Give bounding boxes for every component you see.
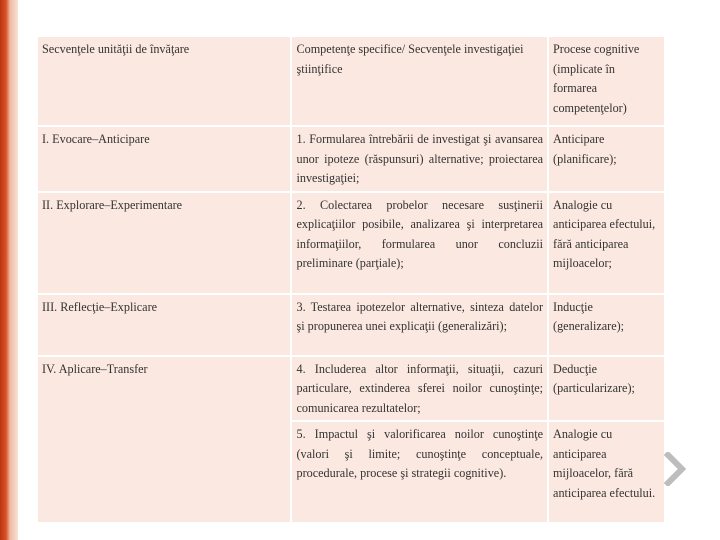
activity-cell: 4. Includerea altor informaţii, situaţii, cazuri particulare, extinderea sferei noilor cunoştinţe; comunicarea rezultatelor; <box>292 357 547 421</box>
stage-cell: III. Reflecţie–Explicare <box>38 295 290 355</box>
stage-cell: II. Explorare–Experimentare <box>38 193 290 293</box>
decorative-side-band <box>0 0 18 540</box>
header-cell-competences: Competenţe specifice/ Secvenţele investigaţiei ştiinţifice <box>292 37 547 125</box>
learning-sequence-table-container <box>36 35 666 524</box>
header-cell-stages: Secvenţele unităţii de învăţare <box>38 37 290 125</box>
process-cell: Anticipare (planificare); <box>549 127 664 191</box>
process-cell: Deducţie (particularizare); <box>549 357 664 421</box>
process-cell: Inducţie (generalizare); <box>549 295 664 355</box>
stage-cell: I. Evocare–Anticipare <box>38 127 290 191</box>
table-header-row <box>38 37 664 125</box>
activity-cell: 5. Impactul şi valorificarea noilor cunoştinţe (valori şi limite; cunoştinţe conceptuale, procedurale, procese şi strategii cognitive). <box>292 422 547 522</box>
activity-cell: 1. Formularea întrebării de investigat şi avansarea unor ipoteze (răspunsuri) alternative; proiectarea investigaţiei; <box>292 127 547 191</box>
activity-cell: 3. Testarea ipotezelor alternative, sinteza datelor şi propunerea unei explicaţii (generalizări); <box>292 295 547 355</box>
table-row <box>38 193 664 293</box>
learning-sequence-table <box>36 35 666 524</box>
table-row <box>38 357 664 421</box>
stage-cell: IV. Aplicare–Transfer <box>38 357 290 523</box>
header-cell-cognitive-processes: Procese cognitive (implicate în formarea competenţelor) <box>549 37 664 125</box>
process-cell: Analogie cu anticiparea mijloacelor, fără anticiparea efectului. <box>549 422 664 522</box>
table-row <box>38 127 664 191</box>
table-row <box>38 295 664 355</box>
chevron-right-icon[interactable] <box>662 452 688 486</box>
activity-cell: 2. Colectarea probelor necesare susţinerii explicaţiilor posibile, analizarea şi interpretarea informaţiilor, formularea unor concluzii preliminare (parţiale); <box>292 193 547 293</box>
process-cell: Analogie cu anticiparea efectului, fără anticiparea mijloacelor; <box>549 193 664 293</box>
